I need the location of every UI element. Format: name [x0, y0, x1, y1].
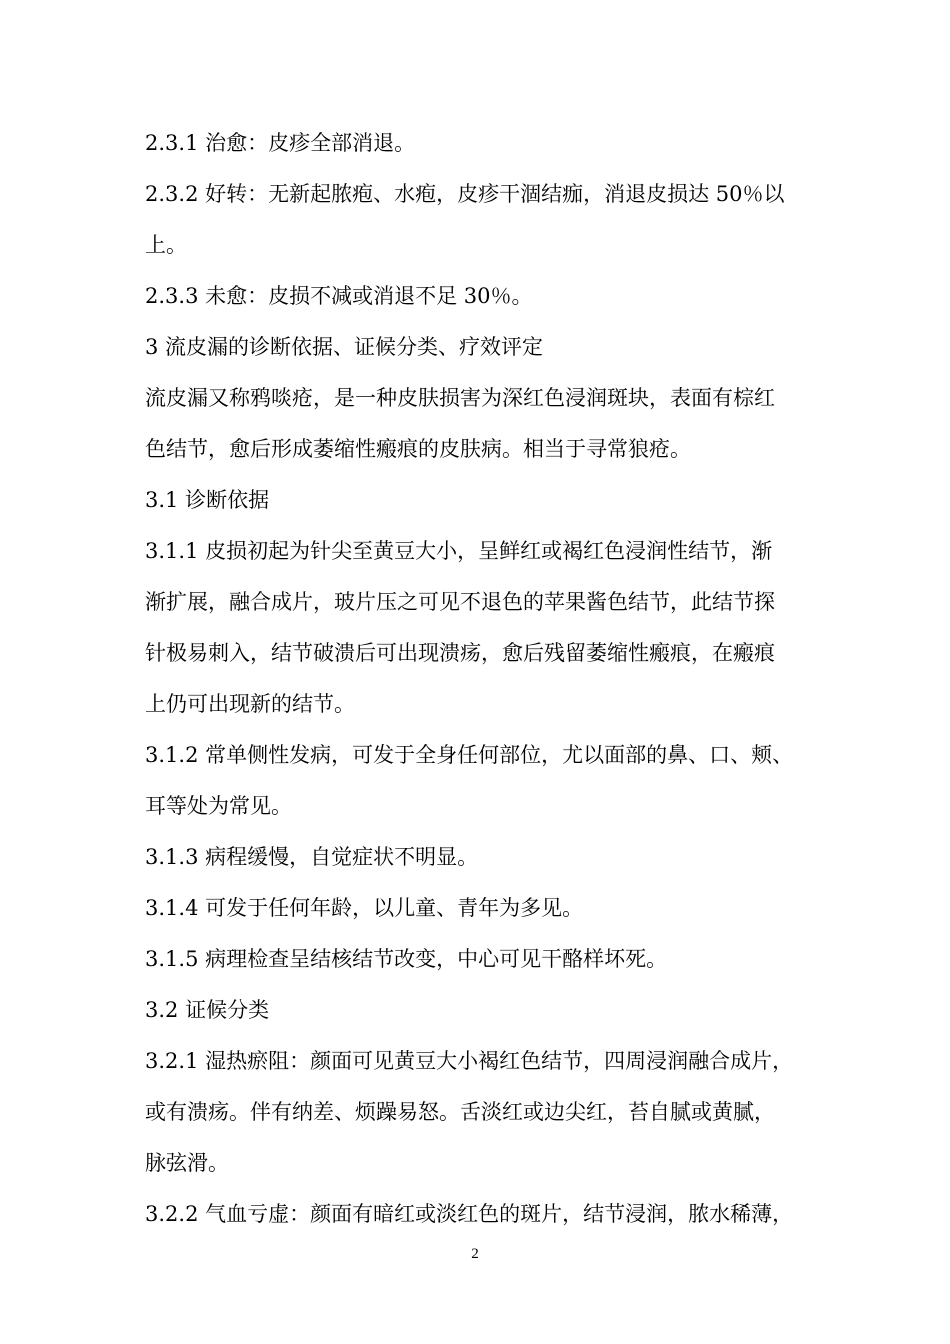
subsection-heading: 3.1 诊断依据 [145, 488, 270, 512]
text-line: 色结节，愈后形成萎缩性瘢痕的皮肤病。相当于寻常狼疮。 [145, 437, 691, 461]
document-body [145, 118, 807, 1240]
text-line: 3.1.5 病理检查呈结核结节改变，中心可见干酪样坏死。 [145, 947, 668, 971]
text-line: 3.1.3 病程缓慢，自觉症状不明显。 [145, 845, 479, 869]
text-line: 渐扩展，融合成片，玻片压之可见不退色的苹果酱色结节，此结节探 [145, 590, 775, 614]
text-line: 2.3.1 治愈：皮疹全部消退。 [145, 131, 416, 155]
section-heading: 3 流皮漏的诊断依据、证候分类、疗效评定 [145, 335, 544, 359]
text-line: 流皮漏又称鸦啖疮，是一种皮肤损害为深红色浸润斑块，表面有棕红 [145, 386, 775, 410]
text-line: 3.1.4 可发于任何年龄，以儿童、青年为多见。 [145, 896, 584, 920]
text-line: 针极易刺入，结节破溃后可出现溃疡，愈后残留萎缩性瘢痕，在瘢痕 [145, 641, 775, 665]
page-number: 2 [471, 1246, 479, 1262]
text-line: 上。 [145, 233, 187, 257]
text-line: 脉弦滑。 [145, 1151, 229, 1175]
text-line: 3.1.2 常单侧性发病，可发于全身任何部位，尤以面部的鼻、口、颊、 [145, 743, 794, 767]
text-line: 上仍可出现新的结节。 [145, 692, 355, 716]
text-line: 2.3.3 未愈：皮损不减或消退不足 30％。 [145, 284, 533, 308]
text-line: 2.3.2 好转：无新起脓疱、水疱，皮疹干涸结痂，消退皮损达 50％以 [145, 182, 785, 206]
text-line: 或有溃疡。伴有纳差、烦躁易怒。舌淡红或边尖红，苔自腻或黄腻， [145, 1100, 775, 1124]
text-line: 耳等处为常见。 [145, 794, 292, 818]
text-line: 3.2.2 气血亏虚：颜面有暗红或淡红色的斑片，结节浸润，脓水稀薄， [145, 1202, 794, 1226]
subsection-heading: 3.2 证候分类 [145, 998, 270, 1022]
text-line: 3.1.1 皮损初起为针尖至黄豆大小，呈鲜红或褐红色浸润性结节，渐 [145, 539, 773, 563]
text-line: 3.2.1 湿热瘀阻：颜面可见黄豆大小褐红色结节，四周浸润融合成片， [145, 1049, 794, 1073]
